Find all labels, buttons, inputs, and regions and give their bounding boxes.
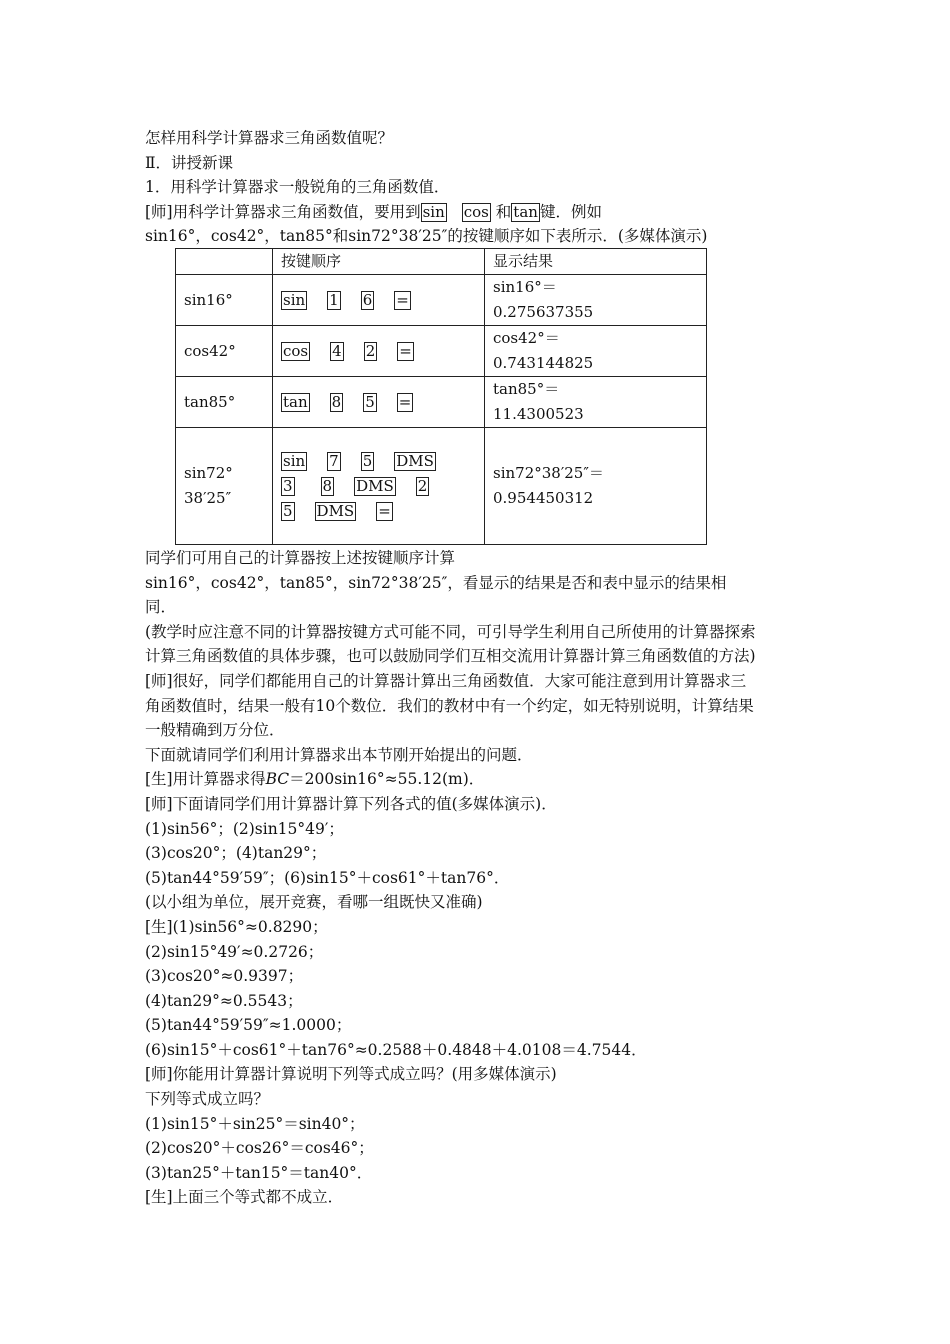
paragraph: 计算三角函数值的具体步骤，也可以鼓励同学们互相交流用计算器计算三角函数值的方法) [145, 647, 756, 666]
row-result-line-1: sin72°38′25″＝ [493, 464, 604, 482]
calc-key: 2 [365, 342, 376, 360]
calc-key: 3 [283, 477, 293, 495]
row-result-line-1: cos42°＝ [493, 329, 560, 347]
table-header-row [176, 249, 707, 275]
equation-line: (2)cos20°＋cos26°＝cos46°； [145, 1139, 374, 1158]
paragraph: 同． [145, 598, 177, 617]
row-keys [273, 428, 485, 545]
variable-bc: BC [265, 770, 290, 789]
equation-line: (1)sin15°＋sin25°＝sin40°； [145, 1114, 365, 1133]
answer-prefix: [生]用计算器求得 [145, 770, 266, 789]
conjunction-and: 和 [495, 202, 512, 221]
row-result [485, 275, 707, 326]
table-row [176, 275, 707, 326]
calc-key: = [378, 502, 391, 520]
answer-line: (4)tan29°≈0.5543； [145, 991, 303, 1010]
paragraph: [师]下面请同学们用计算器计算下列各式的值(多媒体演示)． [145, 794, 557, 813]
calc-key: 5 [365, 393, 375, 411]
paragraph: [师]你能用计算器计算说明下列等式成立吗？(用多媒体演示) [145, 1065, 557, 1084]
calc-key: DMS [396, 452, 434, 470]
sin-key: sin [422, 203, 445, 222]
section-title: Ⅱ．讲授新课 [145, 153, 234, 172]
row-result [485, 428, 707, 545]
tan-key: tan [513, 203, 538, 222]
teacher-line-1-prefix: [师]用科学计算器求三角函数值，要用到 [145, 202, 421, 221]
table-row [176, 377, 707, 428]
row-keys [273, 275, 485, 326]
body-text [145, 546, 815, 1210]
paragraph: 下面就请同学们利用计算器求出本节刚开始提出的问题． [145, 745, 533, 764]
row-expr: sin16° [176, 275, 273, 326]
row-expr-line-1: sin72° [184, 464, 233, 482]
paragraph: 下列等式成立吗？ [145, 1090, 270, 1109]
row-expr: cos42° [176, 326, 273, 377]
calc-key: DMS [316, 502, 355, 520]
answer-line: (6)sin15°＋cos61°＋tan76°≈0.2588＋0.4848＋4.0108＝4.7544． [145, 1040, 647, 1059]
student-answer-bc [145, 767, 815, 792]
paragraph: sin16°，cos42°，tan85°，sin72°38′25″，看显示的结果是否和表中显示的结果相 [145, 573, 727, 592]
paragraph: 一般精确到万分位． [145, 721, 285, 740]
row-result-line-1: tan85°＝ [493, 380, 560, 398]
paragraph: [师]很好，同学们都能用自己的计算器计算出三角函数值．大家可能注意到用计算器求三 [145, 671, 747, 690]
calc-key: 7 [329, 452, 339, 470]
question-line: (5)tan44°59′59″；(6)sin15°＋cos61°＋tan76°． [145, 868, 510, 887]
paragraph: (教学时应注意不同的计算器按键方式可能不同，可引导学生利用自己所使用的计算器探索 [145, 622, 756, 641]
point-1-heading: 1．用科学计算器求一般锐角的三角函数值． [145, 178, 450, 197]
calc-key: tan [283, 393, 308, 411]
calc-key: 8 [322, 477, 333, 495]
calc-key: = [399, 342, 412, 360]
calc-key: DMS [356, 477, 394, 495]
row-result-line-1: sin16°＝ [493, 278, 557, 296]
header-key-order: 按键顺序 [273, 249, 485, 275]
row-result [485, 377, 707, 428]
calc-key: 5 [283, 502, 293, 520]
row-expr [176, 428, 273, 545]
calc-key: 1 [329, 291, 339, 309]
cos-key: cos [463, 203, 489, 222]
key-sequence-table [175, 248, 707, 545]
answer-line: [生](1)sin56°≈0.8290； [145, 917, 328, 936]
row-result [485, 326, 707, 377]
header-result: 显示结果 [485, 249, 707, 275]
row-result-line-2: 0.275637355 [493, 303, 594, 321]
calc-key: 2 [417, 477, 428, 495]
calc-key: 8 [331, 393, 342, 411]
paragraph: 角函数值时，结果一般有10个数位．我们的教材中有一个约定，如无特别说明，计算结果 [145, 696, 754, 715]
calc-key: = [398, 393, 412, 411]
row-expr-line-2: 38′25″ [184, 489, 232, 507]
row-result-line-2: 0.743144825 [493, 354, 594, 372]
calc-key: sin [283, 452, 306, 470]
paragraph: (以小组为单位，展开竞赛，看哪一组既快又准确) [145, 893, 483, 912]
question-line: (3)cos20°；(4)tan29°； [145, 844, 327, 863]
row-keys [273, 377, 485, 428]
intro-question: 怎样用科学计算器求三角函数值呢？ [145, 129, 394, 147]
examples-line: sin16°，cos42°，tan85°和sin72°38′25″的按键顺序如下表所示．(多媒体演示) [145, 227, 708, 246]
question-line: (1)sin56°；(2)sin15°49′； [145, 819, 344, 838]
calc-key: = [396, 291, 409, 309]
row-result-line-2: 0.954450312 [493, 489, 594, 507]
answer-line: (3)cos20°≈0.9397； [145, 967, 304, 986]
table-row [176, 428, 707, 545]
calc-key: cos [283, 342, 309, 360]
calc-key: 5 [362, 452, 373, 470]
row-keys [273, 326, 485, 377]
paragraph: [生]上面三个等式都不成立． [145, 1188, 344, 1207]
intro-block [145, 126, 815, 249]
calc-key: 4 [332, 342, 342, 360]
answer-suffix: ＝200sin16°≈55.12(m)． [289, 770, 485, 789]
row-result-line-2: 11.4300523 [493, 405, 584, 423]
calc-key: sin [283, 291, 306, 309]
answer-line: (5)tan44°59′59″≈1.0000； [145, 1016, 352, 1035]
calc-key: 6 [362, 291, 373, 309]
header-empty [176, 249, 273, 275]
teacher-line-1-suffix: 键．例如 [539, 202, 602, 221]
paragraph: 同学们可用自己的计算器按上述按键顺序计算 [145, 549, 456, 567]
row-expr: tan85° [176, 377, 273, 428]
teacher-line-1 [145, 200, 815, 225]
table-row [176, 326, 707, 377]
answer-line: (2)sin15°49′≈0.2726； [145, 942, 324, 961]
equation-line: (3)tan25°＋tan15°＝tan40°． [145, 1163, 373, 1182]
